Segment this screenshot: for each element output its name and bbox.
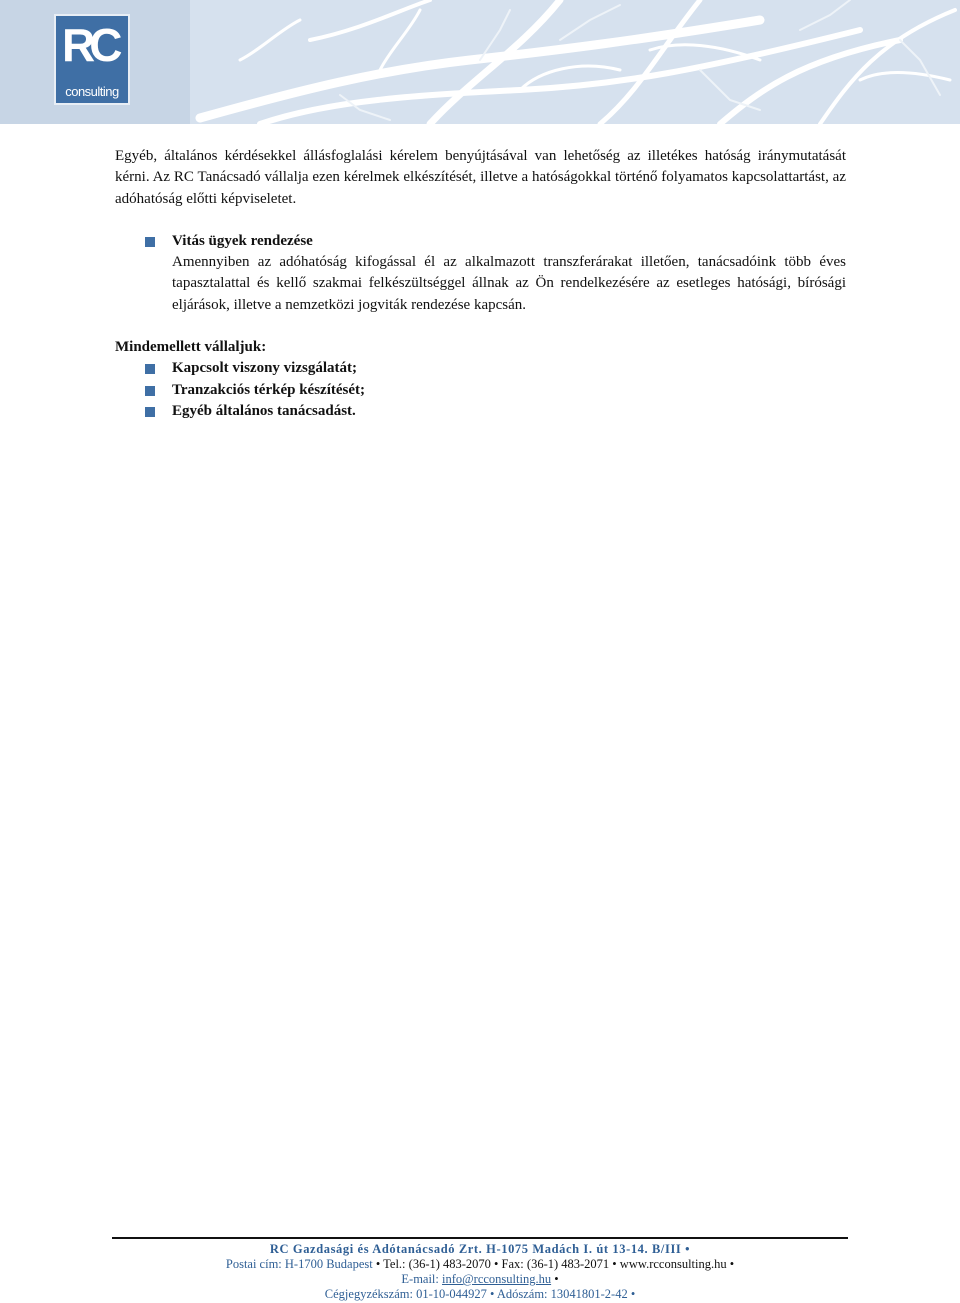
commitment-text: Tranzakciós térkép készítését; <box>172 381 366 398</box>
square-bullet-icon <box>145 237 155 247</box>
dispute-title: Vitás ügyek rendezése <box>172 232 313 249</box>
logo-rc-text: RC <box>62 19 117 71</box>
footer-email-label: E-mail: <box>401 1272 443 1286</box>
commitments-heading: Mindemellett vállaljuk: <box>115 339 267 356</box>
footer-email-line <box>112 1272 848 1287</box>
commitment-item <box>172 380 846 401</box>
square-bullet-icon <box>145 386 155 396</box>
footer-phone-fax-web: • Tel.: (36-1) 483-2070 • Fax: (36-1) 483-2071 • www.rcconsulting.hu • <box>372 1257 735 1271</box>
dispute-body: Amennyiben az adóhatóság kifogással él az alkalmazott transzferárakat illetően, tanácsadóink több éves tapasztalattal és kellő szakmai felkészültséggel állnak az Ön rendelkezésére az esetleges hatósági, bírósági eljárások, illetve a nemzetközi jogviták rendezése kapcsán. <box>172 254 846 313</box>
commitment-text: Kapcsolt viszony vizsgálatát; <box>172 360 357 377</box>
square-bullet-icon <box>145 407 155 417</box>
intro-paragraph: Egyéb, általános kérdésekkel állásfoglalási kérelem benyújtásával van lehetőség az illetékes hatóság iránymutatását kérni. Az RC Tanácsadó vállalja ezen kérelmek elkészítését, illetve a hatóságokkal történő folyamatos kapcsolattartást, az adóhatóság előtti képviseletet. <box>115 148 846 207</box>
document-body <box>115 146 846 422</box>
commitment-item <box>172 358 846 379</box>
footer-registry-line: Cégjegyzékszám: 01-10-044927 • Adószám: 13041801-2-42 • <box>324 1287 636 1301</box>
footer-email-suffix: • <box>551 1272 559 1286</box>
rc-consulting-logo <box>54 14 130 105</box>
logo-consulting-text: consulting <box>65 84 119 99</box>
footer-company-line: RC Gazdasági és Adótanácsadó Zrt. H-1075 Madách I. út 13-14. B/III • <box>269 1242 691 1256</box>
commitment-item <box>172 401 846 422</box>
square-bullet-icon <box>145 364 155 374</box>
footer-email-link[interactable]: info@rcconsulting.hu <box>442 1272 552 1286</box>
dispute-section <box>172 231 846 316</box>
page-header <box>0 0 960 124</box>
footer-postal-address: Postai cím: H-1700 Budapest <box>225 1257 373 1271</box>
commitment-text: Egyéb általános tanácsadást. <box>172 402 356 419</box>
tree-branches-decoration <box>0 0 960 124</box>
page-footer <box>112 1237 848 1302</box>
footer-contact-line <box>112 1257 848 1272</box>
